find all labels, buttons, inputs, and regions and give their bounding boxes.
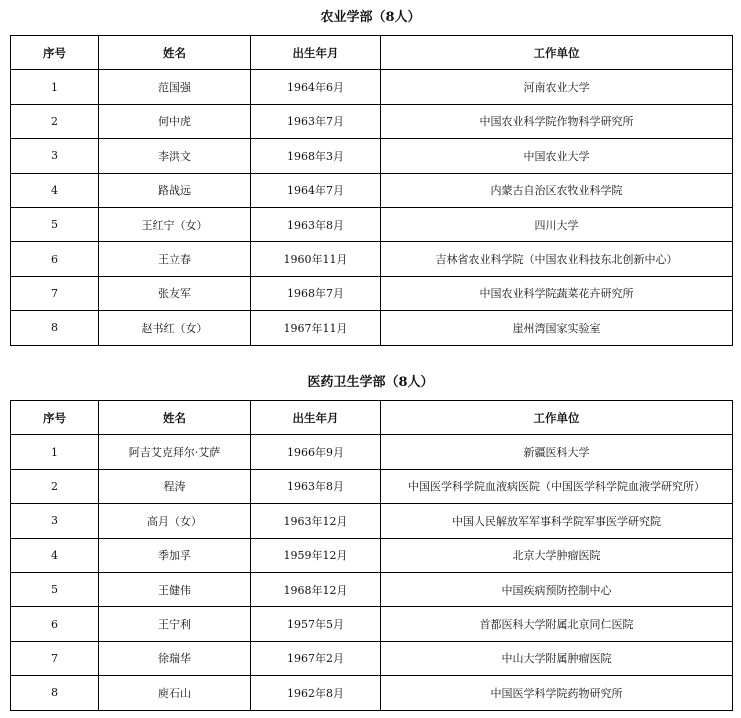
cell-birth: 1957年5月 — [251, 607, 381, 641]
cell-workplace: 四川大学 — [381, 207, 733, 241]
table-row — [11, 676, 733, 710]
table-row — [11, 242, 733, 276]
cell-name: 徐瑞华 — [99, 641, 251, 675]
cell-name: 庾石山 — [99, 676, 251, 710]
cell-name: 阿吉艾克拜尔·艾萨 — [99, 435, 251, 469]
cell-index: 8 — [11, 311, 99, 345]
cell-birth: 1963年8月 — [251, 207, 381, 241]
cell-workplace: 中国医学科学院血液病医院（中国医学科学院血液学研究所） — [381, 469, 733, 503]
cell-workplace: 中国医学科学院药物研究所 — [381, 676, 733, 710]
cell-index: 2 — [11, 469, 99, 503]
cell-birth: 1963年8月 — [251, 469, 381, 503]
agriculture-table-body — [11, 70, 733, 345]
cell-workplace: 北京大学肿瘤医院 — [381, 538, 733, 572]
cell-birth: 1964年6月 — [251, 70, 381, 104]
cell-workplace: 中国农业科学院作物科学研究所 — [381, 104, 733, 138]
cell-birth: 1964年7月 — [251, 173, 381, 207]
cell-workplace: 崖州湾国家实验室 — [381, 311, 733, 345]
cell-name: 程涛 — [99, 469, 251, 503]
header-name: 姓名 — [99, 401, 251, 435]
table-row — [11, 538, 733, 572]
cell-birth: 1968年3月 — [251, 139, 381, 173]
cell-birth: 1960年11月 — [251, 242, 381, 276]
header-workplace: 工作单位 — [381, 401, 733, 435]
cell-index: 5 — [11, 572, 99, 606]
cell-birth: 1967年2月 — [251, 641, 381, 675]
cell-index: 7 — [11, 276, 99, 310]
table-row — [11, 641, 733, 675]
cell-workplace: 吉林省农业科学院（中国农业科技东北创新中心） — [381, 242, 733, 276]
cell-birth: 1968年7月 — [251, 276, 381, 310]
cell-birth: 1962年8月 — [251, 676, 381, 710]
cell-name: 张友军 — [99, 276, 251, 310]
header-birth: 出生年月 — [251, 36, 381, 70]
table-row — [11, 435, 733, 469]
cell-birth: 1963年12月 — [251, 504, 381, 538]
cell-index: 7 — [11, 641, 99, 675]
cell-workplace: 中国农业科学院蔬菜花卉研究所 — [381, 276, 733, 310]
cell-name: 王健伟 — [99, 572, 251, 606]
medicine-table-body — [11, 435, 733, 710]
header-index: 序号 — [11, 36, 99, 70]
cell-name: 李洪文 — [99, 139, 251, 173]
cell-index: 6 — [11, 242, 99, 276]
table-header-row — [11, 401, 733, 435]
cell-workplace: 中山大学附属肿瘤医院 — [381, 641, 733, 675]
cell-index: 4 — [11, 173, 99, 207]
cell-index: 3 — [11, 139, 99, 173]
cell-workplace: 河南农业大学 — [381, 70, 733, 104]
header-index: 序号 — [11, 401, 99, 435]
cell-name: 王立春 — [99, 242, 251, 276]
section-title-agriculture: 农业学部（8人） — [320, 10, 421, 25]
cell-index: 2 — [11, 104, 99, 138]
cell-birth: 1959年12月 — [251, 538, 381, 572]
table-row — [11, 311, 733, 345]
cell-workplace: 首都医科大学附属北京同仁医院 — [381, 607, 733, 641]
cell-birth: 1966年9月 — [251, 435, 381, 469]
header-name: 姓名 — [99, 36, 251, 70]
cell-birth: 1963年7月 — [251, 104, 381, 138]
cell-birth: 1968年12月 — [251, 572, 381, 606]
cell-index: 5 — [11, 207, 99, 241]
cell-birth: 1967年11月 — [251, 311, 381, 345]
medicine-table — [10, 400, 733, 711]
cell-index: 4 — [11, 538, 99, 572]
table-row — [11, 207, 733, 241]
cell-index: 1 — [11, 435, 99, 469]
table-row — [11, 70, 733, 104]
cell-workplace: 中国农业大学 — [381, 139, 733, 173]
table-row — [11, 607, 733, 641]
cell-name: 路战远 — [99, 173, 251, 207]
cell-index: 3 — [11, 504, 99, 538]
cell-workplace: 中国疾病预防控制中心 — [381, 572, 733, 606]
table-header-row — [11, 36, 733, 70]
table-row — [11, 276, 733, 310]
agriculture-table — [10, 35, 733, 346]
cell-name: 何中虎 — [99, 104, 251, 138]
header-birth: 出生年月 — [251, 401, 381, 435]
cell-name: 季加孚 — [99, 538, 251, 572]
cell-index: 6 — [11, 607, 99, 641]
cell-name: 王宁利 — [99, 607, 251, 641]
table-row — [11, 139, 733, 173]
section-title-medicine: 医药卫生学部（8人） — [307, 375, 434, 390]
cell-index: 1 — [11, 70, 99, 104]
table-row — [11, 469, 733, 503]
header-workplace: 工作单位 — [381, 36, 733, 70]
cell-name: 高月（女） — [99, 504, 251, 538]
cell-workplace: 新疆医科大学 — [381, 435, 733, 469]
cell-name: 赵书红（女） — [99, 311, 251, 345]
table-row — [11, 504, 733, 538]
table-row — [11, 173, 733, 207]
cell-index: 8 — [11, 676, 99, 710]
table-row — [11, 104, 733, 138]
table-row — [11, 572, 733, 606]
cell-workplace: 中国人民解放军军事科学院军事医学研究院 — [381, 504, 733, 538]
cell-name: 王红宁（女） — [99, 207, 251, 241]
cell-workplace: 内蒙古自治区农牧业科学院 — [381, 173, 733, 207]
cell-name: 范国强 — [99, 70, 251, 104]
